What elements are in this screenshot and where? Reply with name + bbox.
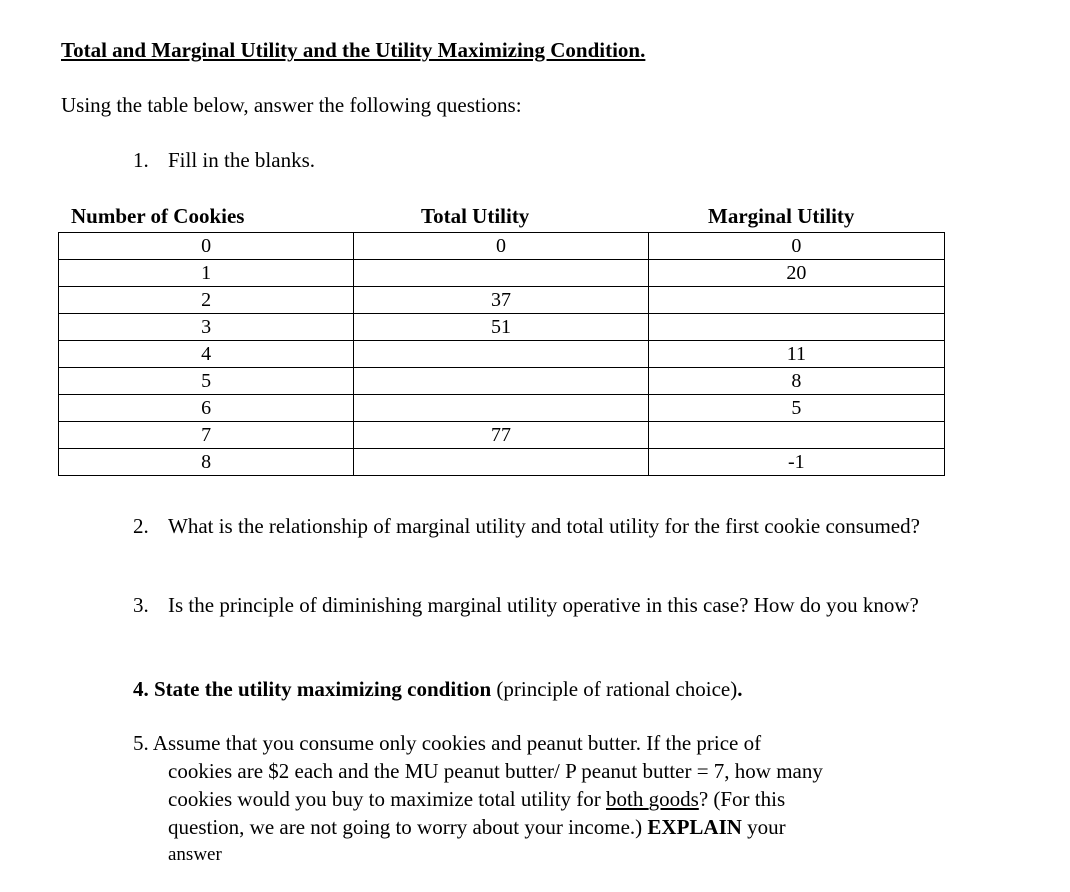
table-row — [59, 395, 945, 422]
table-row — [59, 422, 945, 449]
question-5-line-3-pre: cookies would you buy to maximize total utility for — [168, 787, 607, 811]
question-4-text: (principle of rational choice) — [491, 677, 738, 701]
total-utility-cell — [354, 449, 648, 476]
question-5-line-4 — [133, 813, 933, 841]
total-utility-cell — [354, 368, 648, 395]
marginal-utility-cell: 20 — [648, 260, 944, 287]
marginal-utility-cell — [648, 314, 944, 341]
question-5-line-2: cookies are $2 each and the MU peanut butter/ P peanut butter = 7, how many — [168, 759, 823, 783]
total-utility-cell: 37 — [354, 287, 648, 314]
cookies-cell: 3 — [59, 314, 354, 341]
question-5-line-5: answer — [168, 844, 222, 865]
total-utility-cell: 51 — [354, 314, 648, 341]
question-5-explain: EXPLAIN — [647, 815, 742, 839]
header-total-utility: Total Utility — [421, 204, 530, 228]
cookies-cell: 0 — [59, 233, 354, 260]
header-number-of-cookies: Number of Cookies — [71, 204, 245, 228]
cookies-cell: 6 — [59, 395, 354, 422]
utility-table — [58, 232, 945, 476]
marginal-utility-cell: -1 — [648, 449, 944, 476]
question-1-text: Fill in the blanks. — [168, 148, 315, 172]
total-utility-cell: 77 — [354, 422, 648, 449]
question-5-both: both — [606, 787, 649, 811]
total-utility-cell — [354, 341, 648, 368]
question-5-goods: goods — [648, 787, 699, 811]
question-2 — [133, 512, 953, 540]
question-3-text: Is the principle of diminishing marginal utility operative in this case? How do you know? — [168, 593, 919, 617]
question-5-line-4-post: your — [741, 815, 786, 839]
cookies-cell: 5 — [59, 368, 354, 395]
question-4-period: . — [737, 677, 743, 701]
question-3-number: 3. — [133, 593, 149, 617]
question-5-line-3-post: ? (For this — [698, 787, 786, 811]
intro-text: Using the table below, answer the following questions: — [61, 93, 522, 117]
total-utility-cell — [354, 260, 648, 287]
marginal-utility-cell — [648, 422, 944, 449]
question-1-number: 1. — [133, 148, 149, 172]
table-row — [59, 314, 945, 341]
marginal-utility-cell: 5 — [648, 395, 944, 422]
question-5-line-1: 5. Assume that you consume only cookies and peanut butter. If the price of — [133, 731, 762, 755]
question-4-bold-lead: 4. State the utility maximizing condition — [133, 677, 492, 701]
question-2-number: 2. — [133, 514, 149, 538]
marginal-utility-cell: 8 — [648, 368, 944, 395]
page-title: Total and Marginal Utility and the Utility Maximizing Condition. — [61, 38, 646, 62]
table-row — [59, 449, 945, 476]
question-4 — [133, 675, 933, 703]
table-row — [59, 368, 945, 395]
table-row — [59, 341, 945, 368]
header-marginal-utility: Marginal Utility — [708, 204, 855, 228]
cookies-cell: 1 — [59, 260, 354, 287]
table-row — [59, 260, 945, 287]
cookies-cell: 8 — [59, 449, 354, 476]
table-row — [59, 233, 945, 260]
question-2-text: What is the relationship of marginal utility and total utility for the first cookie consumed? — [168, 514, 920, 538]
marginal-utility-cell: 0 — [648, 233, 944, 260]
marginal-utility-cell: 11 — [648, 341, 944, 368]
total-utility-cell: 0 — [354, 233, 648, 260]
cookies-cell: 2 — [59, 287, 354, 314]
total-utility-cell — [354, 395, 648, 422]
cookies-cell: 4 — [59, 341, 354, 368]
question-1 — [133, 148, 315, 173]
cookies-cell: 7 — [59, 422, 354, 449]
question-5 — [133, 729, 933, 869]
question-5-line-4-pre: question, we are not going to worry about your income.) — [168, 815, 648, 839]
marginal-utility-cell — [648, 287, 944, 314]
question-5-line-3 — [133, 785, 933, 813]
question-3 — [133, 591, 993, 619]
table-row — [59, 287, 945, 314]
